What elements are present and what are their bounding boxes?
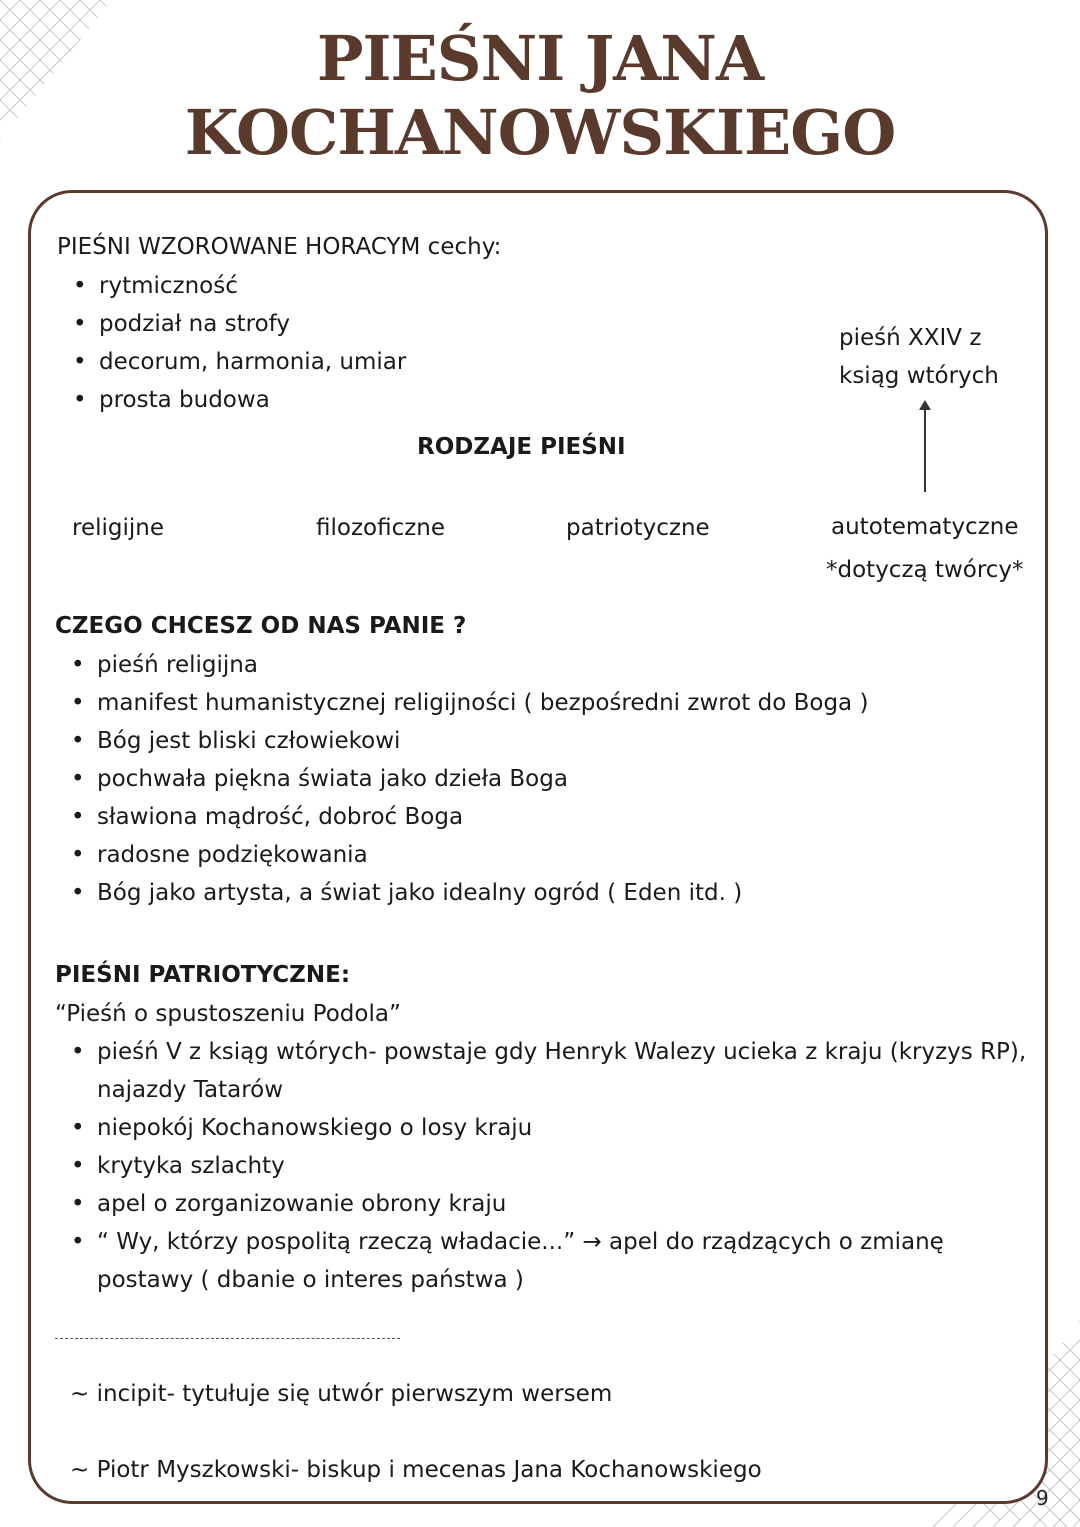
note-myszkowski: ~ Piotr Myszkowski- biskup i mecenas Jana Kochanowskiego [70, 1457, 762, 1483]
type-filozoficzne: filozoficzne [316, 515, 446, 541]
page-title-line-2: KOCHANOWSKIEGO [184, 96, 896, 169]
type-religijne: religijne [72, 515, 164, 541]
list-item: • prosta budowa [59, 381, 406, 419]
list-item: • radosne podziękowania [57, 836, 868, 874]
note-xxiv-line-1: pieśń XXIV z [839, 325, 982, 351]
type-patriotyczne: patriotyczne [566, 515, 710, 541]
list-item-line: “ Wy, którzy pospolitą rzeczą władacie...” → apel do rządzących o zmianę [97, 1229, 944, 1255]
list-item: • Bóg jest bliski człowiekowi [57, 722, 868, 760]
horacy-list [59, 267, 406, 419]
list-item-line: postawy ( dbanie o interes państwa ) [97, 1267, 524, 1293]
autotematyczne-note: *dotyczą twórcy* [826, 557, 1024, 583]
list-item-line: najazdy Tatarów [97, 1077, 284, 1103]
page-title [0, 22, 1080, 170]
list-item: • decorum, harmonia, umiar [59, 343, 406, 381]
rodzaje-heading: RODZAJE PIEŚNI [417, 434, 626, 460]
list-item: • apel o zorganizowanie obrony kraju [57, 1185, 1026, 1223]
page-number: 9 [1036, 1486, 1049, 1510]
list-item [57, 1033, 1026, 1109]
type-autotematyczne: autotematyczne [831, 514, 1019, 540]
czego-list [57, 646, 868, 912]
horacy-heading: PIEŚNI WZOROWANE HORACYM cechy: [57, 234, 502, 260]
list-item-line: pieśń V z ksiąg wtórych- powstaje gdy Henryk Walezy ucieka z kraju (kryzys RP), [97, 1039, 1027, 1065]
czego-heading: CZEGO CHCESZ OD NAS PANIE ? [55, 613, 467, 639]
note-incipit: ~ incipit- tytułuje się utwór pierwszym wersem [70, 1381, 613, 1407]
list-item: • podział na strofy [59, 305, 406, 343]
list-item: • rytmiczność [59, 267, 406, 305]
note-xxiv-line-2: ksiąg wtórych [839, 363, 999, 389]
dashed-divider [55, 1338, 400, 1339]
list-item [57, 1223, 1026, 1299]
arrow-line [924, 408, 926, 492]
patriotyczne-subtitle: “Pieśń o spustoszeniu Podola” [55, 1001, 401, 1027]
list-item: • sławiona mądrość, dobroć Boga [57, 798, 868, 836]
patriotyczne-heading: PIEŚNI PATRIOTYCZNE: [55, 962, 351, 988]
list-item: • manifest humanistycznej religijności ( bezpośredni zwrot do Boga ) [57, 684, 868, 722]
list-item: • niepokój Kochanowskiego o losy kraju [57, 1109, 1026, 1147]
patriotyczne-list [57, 1033, 1026, 1299]
list-item: • Bóg jako artysta, a świat jako idealny ogród ( Eden itd. ) [57, 874, 868, 912]
list-item: • pieśń religijna [57, 646, 868, 684]
page-title-line-1: PIEŚNI JANA [316, 22, 764, 95]
list-item: • krytyka szlachty [57, 1147, 1026, 1185]
list-item: • pochwała piękna świata jako dzieła Boga [57, 760, 868, 798]
